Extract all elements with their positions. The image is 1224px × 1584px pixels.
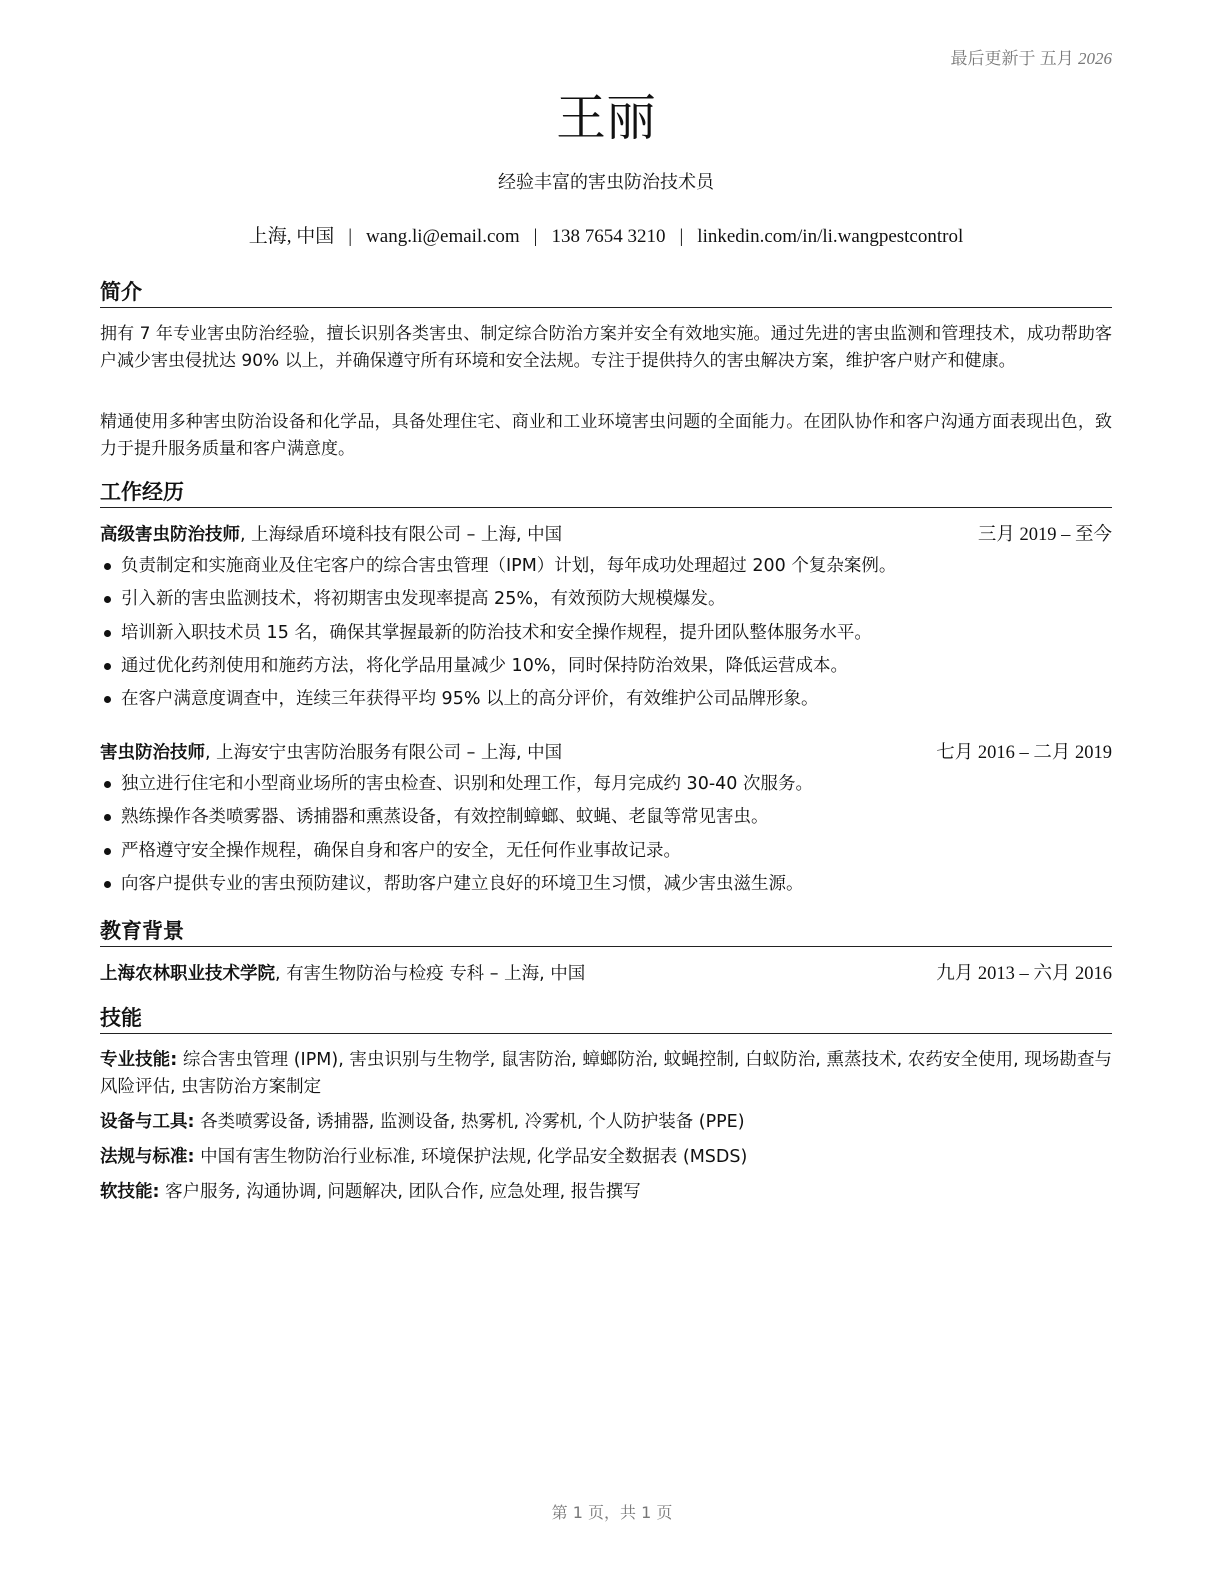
skill-value: 客户服务, 沟通协调, 问题解决, 团队合作, 应急处理, 报告撰写: [159, 1181, 641, 1202]
section-heading: 工作经历: [100, 480, 184, 504]
job-header: [100, 522, 1112, 548]
education-entry: [100, 961, 1112, 987]
section-skills: [100, 1001, 1112, 1034]
list-item: 培训新入职技术员 15 名，确保其掌握最新的防治技术和安全操作规程，提升团队整体服务水平。: [100, 620, 1112, 653]
job-header: [100, 740, 1112, 766]
skill-row: [100, 1144, 1112, 1171]
last-updated-prefix: 最后更新于 五月: [950, 49, 1074, 68]
job-bullets: [100, 771, 1112, 904]
section-experience: [100, 475, 1112, 508]
contact-email[interactable]: wang.li@email.com: [366, 226, 520, 247]
list-item: 通过优化药剂使用和施药方法，将化学品用量减少 10%，同时保持防治效果，降低运营成本。: [100, 653, 1112, 686]
job-dates: 三月 2019 – 至今: [977, 525, 1112, 545]
candidate-name: 王丽: [556, 89, 656, 147]
list-item: 向客户提供专业的害虫预防建议，帮助客户建立良好的环境卫生习惯，减少害虫滋生源。: [100, 871, 1112, 904]
education-dates: 九月 2013 – 六月 2016: [936, 964, 1112, 984]
skill-value: 各类喷雾设备, 诱捕器, 监测设备, 热雾机, 冷雾机, 个人防护装备 (PPE): [194, 1111, 745, 1132]
job-company: , 上海安宁虫害防治服务有限公司 – 上海, 中国: [205, 743, 563, 763]
section-heading: 教育背景: [100, 919, 184, 943]
job-title: 害虫防治技师: [100, 743, 205, 763]
job-company: , 上海绿盾环境科技有限公司 – 上海, 中国: [240, 525, 563, 545]
skill-label: 设备与工具:: [100, 1111, 195, 1132]
list-item: 在客户满意度调查中，连续三年获得平均 95% 以上的高分评价，有效维护公司品牌形象。: [100, 686, 1112, 719]
contact-separator: |: [533, 226, 538, 247]
list-item: 严格遵守安全操作规程，确保自身和客户的安全，无任何作业事故记录。: [100, 838, 1112, 871]
education-detail: , 有害生物防治与检疫 专科 – 上海, 中国: [275, 964, 586, 984]
skill-label: 法规与标准:: [100, 1146, 195, 1167]
list-item: 熟练操作各类喷雾器、诱捕器和熏蒸设备，有效控制蟑螂、蚊蝇、老鼠等常见害虫。: [100, 804, 1112, 837]
section-summary: [100, 275, 1112, 308]
section-heading: 技能: [100, 1006, 142, 1030]
contact-line: [100, 224, 1112, 250]
last-updated-year: 2026: [1078, 49, 1112, 68]
section-heading: 简介: [100, 280, 142, 304]
list-item: 引入新的害虫监测技术，将初期害虫发现率提高 25%，有效预防大规模爆发。: [100, 586, 1112, 619]
contact-phone: 138 7654 3210: [551, 226, 666, 247]
skills-list: [100, 1047, 1112, 1214]
job-bullets: [100, 553, 1112, 719]
contact-separator: |: [679, 226, 684, 247]
skill-value: 综合害虫管理 (IPM), 害虫识别与生物学, 鼠害防治, 蟑螂防治, 蚊蝇控制, 白蚁防治, 熏蒸技术, 农药安全使用, 现场勘查与风险评估, 虫害防治方案制定: [100, 1050, 1113, 1097]
candidate-title: 经验丰富的害虫防治技术员: [498, 172, 714, 193]
skill-row: [100, 1109, 1112, 1136]
contact-separator: |: [348, 226, 353, 247]
skill-value: 中国有害生物防治行业标准, 环境保护法规, 化学品安全数据表 (MSDS): [194, 1146, 748, 1167]
job-title: 高级害虫防治技师: [100, 525, 240, 545]
school-name: 上海农林职业技术学院: [100, 964, 275, 984]
skill-label: 软技能:: [100, 1181, 160, 1202]
summary-paragraph-2: 精通使用多种害虫防治设备和化学品，具备处理住宅、商业和工业环境害虫问题的全面能力。在团队协作和客户沟通方面表现出色，致力于提升服务质量和客户满意度。: [100, 412, 1112, 459]
skill-row: [100, 1047, 1112, 1100]
contact-linkedin[interactable]: linkedin.com/in/li.wangpestcontrol: [697, 226, 964, 247]
list-item: 独立进行住宅和小型商业场所的害虫检查、识别和处理工作，每月完成约 30-40 次服务。: [100, 771, 1112, 804]
section-education: [100, 914, 1112, 947]
skill-row: [100, 1179, 1112, 1206]
summary-paragraph-1: 拥有 7 年专业害虫防治经验，擅长识别各类害虫、制定综合防治方案并安全有效地实施。通过先进的害虫监测和管理技术，成功帮助客户减少害虫侵扰达 90% 以上，并确保遵守所有环境和安全法规。专注于提供持久的害虫解决方案，维护客户财产和健康。: [100, 324, 1112, 371]
skill-label: 专业技能:: [100, 1050, 178, 1070]
contact-location: 上海, 中国: [248, 226, 335, 247]
job-dates: 七月 2016 – 二月 2019: [936, 743, 1112, 763]
last-updated: [951, 44, 1113, 69]
page-number: 第 1 页，共 1 页: [551, 1503, 673, 1522]
list-item: 负责制定和实施商业及住宅客户的综合害虫管理（IPM）计划，每年成功处理超过 200 个复杂案例。: [100, 553, 1112, 586]
